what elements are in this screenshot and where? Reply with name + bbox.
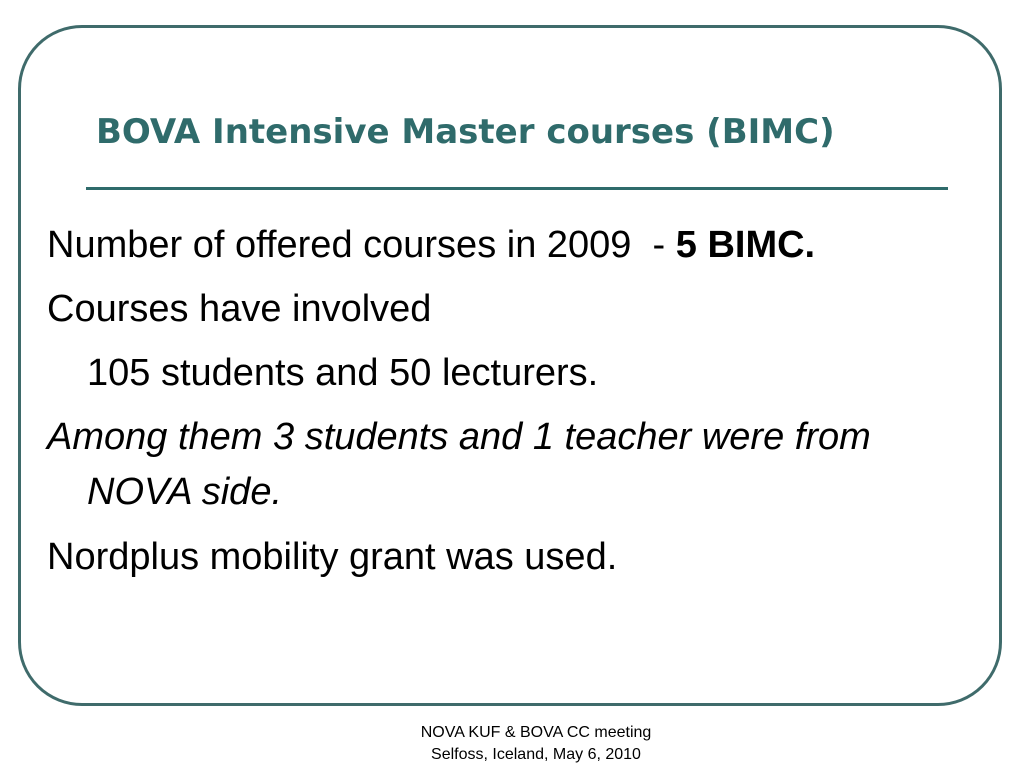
title-divider <box>86 187 948 190</box>
slide-title: BOVA Intensive Master courses (BIMC) <box>96 112 835 152</box>
footer-meeting: NOVA KUF & BOVA CC meeting <box>420 724 652 741</box>
courses-offered-line <box>47 218 967 272</box>
nova-participants-line: Among them 3 students and 1 teacher were from NOVA side. <box>47 416 871 513</box>
courses-involved-line: Courses have involved <box>47 288 432 330</box>
grant-line: Nordplus mobility grant was used. <box>47 536 618 578</box>
footer-location-date: Selfoss, Iceland, May 6, 2010 <box>431 746 641 763</box>
courses-offered-text: Number of offered courses in 2009 - <box>47 224 676 266</box>
slide-footer <box>376 722 696 766</box>
slide-body <box>47 218 967 584</box>
participants-line: 105 students and 50 lecturers. <box>87 352 599 394</box>
courses-offered-value: 5 BIMC. <box>675 224 816 266</box>
